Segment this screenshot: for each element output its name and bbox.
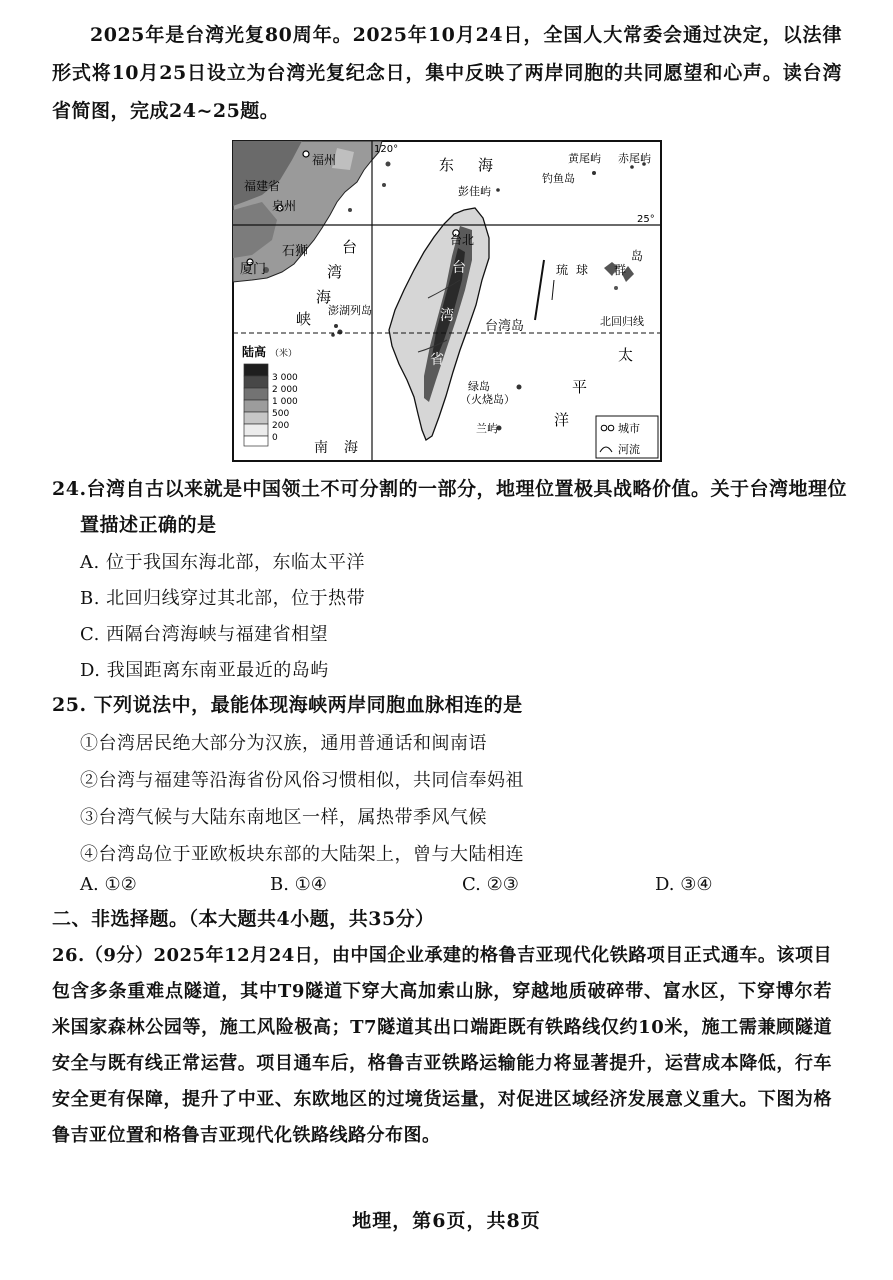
label-taiwan-island: 台湾岛 (485, 319, 525, 334)
q26-paragraph: 26.（9分）2025年12月24日，由中国企业承建的格鲁吉亚现代化铁路项目正式通车。该项目包含多条重难点隧道，其中T9隧道下穿大高加索山脉，穿越地质破碎带、富水区，下穿博尔若米国家森林公园等，施工风险极高；T7隧道其出口端距既有铁路线仅约10米，施工需兼顾隧道安全与既有线正常运营。项目通车后，格鲁吉亚铁路运输能力将显著提升，运营成本降低，行车安全更有保障，提升了中亚、东欧地区的过境货运量，对促进区域经济发展意义重大。下图为格鲁吉亚位置和格鲁吉亚现代化铁路线路分布图。 (52, 945, 832, 1146)
prov-char-2: 湾 (440, 308, 454, 324)
q25-option-d: D. ③④ (655, 874, 713, 895)
legend-swatch-5 (244, 424, 268, 436)
q24-option-c: C. 西隔台湾海峡与福建省相望 (80, 624, 329, 645)
label-diaoyu: 钓鱼岛 (542, 172, 575, 185)
legend-swatch-1 (244, 376, 268, 388)
legend-swatch-3 (244, 400, 268, 412)
map-lon-label: 120° (374, 144, 399, 155)
legend-level: 0 (272, 433, 278, 443)
south-sea-char-1: 南 (314, 440, 328, 456)
label-shishi: 石狮 (282, 244, 309, 259)
label-huangwei: 黄尾屿 (568, 152, 601, 165)
q25-statement-3: ③台湾气候与大陆东南地区一样，属热带季风气候 (80, 807, 487, 828)
q25-statement-2: ②台湾与福建等沿海省份风俗习惯相似，共同信奉妈祖 (80, 770, 524, 791)
legend-swatch-0 (244, 364, 268, 376)
legend-level: 3 000 (272, 373, 298, 383)
legend-swatch-6 (244, 436, 268, 446)
section-2-heading: 二、非选择题。（本大题共4小题，共35分） (52, 908, 435, 930)
prov-char-3: 省 (430, 352, 444, 368)
ryukyu-char-1: 琉 (556, 263, 569, 277)
label-huoshao: （火烧岛） (460, 393, 515, 406)
legend-level: 2 000 (272, 385, 298, 395)
strait-char-3: 海 (316, 288, 332, 306)
pacific-char-1: 太 (618, 346, 634, 364)
q25-option-c: C. ②③ (462, 874, 519, 895)
q24-option-a: A. 位于我国东海北部，东临太平洋 (80, 552, 365, 573)
strait-char-4: 峡 (296, 310, 312, 328)
q24-stem-line-1: 24.台湾自古以来就是中国领土不可分割的一部分，地理位置极具战略价值。关于台湾地理位 (52, 478, 848, 500)
legend-level: 200 (272, 421, 290, 431)
q25-option-b: B. ①④ (270, 874, 327, 895)
ryukyu-char-2: 球 (576, 263, 589, 277)
ryukyu-char-4: 岛 (631, 249, 644, 263)
legend-swatch-2 (244, 388, 268, 400)
q24-option-d: D. 我国距离东南亚最近的岛屿 (80, 660, 329, 681)
q24-option-b: B. 北回归线穿过其北部，位于热带 (80, 588, 366, 609)
east-sea-char-2: 海 (478, 156, 494, 174)
label-lvdao: 绿岛 (468, 380, 490, 393)
map-lat-label: 25° (637, 214, 655, 225)
pacific-char-2: 平 (572, 378, 588, 396)
label-chiwei: 赤尾屿 (618, 152, 651, 165)
legend-level: 500 (272, 409, 290, 419)
east-sea-char-1: 东 (439, 156, 455, 174)
label-quanzhou: 泉州 (272, 199, 297, 213)
south-sea-char-2: 海 (344, 440, 358, 456)
strait-char-1: 台 (342, 238, 358, 256)
prov-char-1: 台 (452, 260, 466, 276)
label-pengjia: 彭佳屿 (458, 185, 491, 198)
label-lanyu: 兰屿 (476, 422, 498, 435)
q25-option-a: A. ①② (80, 874, 137, 895)
symbol-river: 河流 (618, 443, 640, 456)
ryukyu-char-3: 群 (614, 263, 627, 277)
q25-statement-4: ④台湾岛位于亚欧板块东部的大陆架上，曾与大陆相连 (80, 844, 524, 865)
legend-unit: （米） (270, 349, 298, 359)
label-fujian: 福建省 (244, 179, 281, 193)
page-footer: 地理，第6页，共8页 (352, 1210, 541, 1232)
map-tropic-label: 北回归线 (600, 315, 644, 328)
symbol-legend (596, 416, 658, 458)
pacific-char-3: 洋 (554, 411, 570, 429)
label-fuzhou: 福州 (312, 153, 337, 167)
label-penghu: 澎湖列岛 (328, 304, 372, 317)
label-xiamen: 厦门 (240, 262, 267, 277)
q25-statement-1: ①台湾居民绝大部分为汉族，通用普通话和闽南语 (80, 733, 487, 754)
label-taibei: 台北 (450, 233, 475, 247)
strait-char-2: 湾 (327, 263, 343, 281)
legend-swatch-4 (244, 412, 268, 424)
symbol-city: 城市 (618, 422, 640, 435)
taiwan-map (232, 140, 662, 462)
legend-level: 1 000 (272, 397, 298, 407)
q24-stem-line-2: 置描述正确的是 (80, 514, 217, 536)
q25-stem: 25. 下列说法中，最能体现海峡两岸同胞血脉相连的是 (52, 694, 523, 716)
legend-title: 陆高 (242, 345, 267, 359)
intro-paragraph: 2025年是台湾光复80周年。2025年10月24日，全国人大常委会通过决定，以法律形式将10月25日设立为台湾光复纪念日，集中反映了两岸同胞的共同愿望和心声。读台湾省简图，完成24~25题。 (52, 24, 842, 122)
